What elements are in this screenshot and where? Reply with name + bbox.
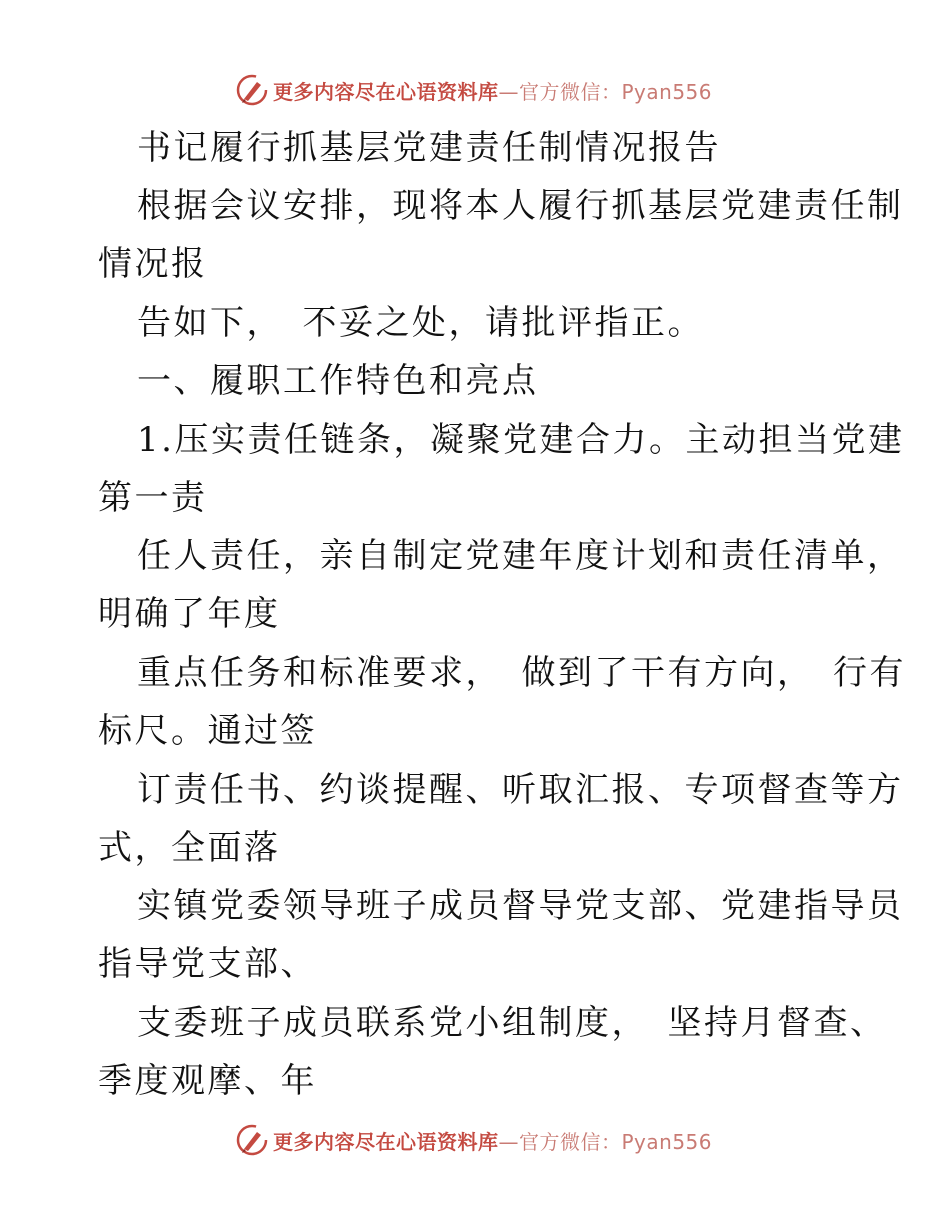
paragraph-line: 季度观摩、年 bbox=[98, 1061, 317, 1101]
quill-pen-logo-icon bbox=[235, 1123, 269, 1157]
paragraph-line: 支委班子成员联系党小组制度， 坚持月督查、 bbox=[137, 1003, 887, 1043]
paragraph-line: 重点任务和标准要求， 做到了干有方向， 行有 bbox=[137, 653, 906, 693]
paragraph-line: 告如下， 不妥之处，请批评指正。 bbox=[137, 303, 704, 343]
paragraph-line: 订责任书、约谈提醒、听取汇报、专项督查等方 bbox=[137, 770, 904, 810]
paragraph-line: 式，全面落 bbox=[98, 828, 281, 868]
section-heading: 一、履职工作特色和亮点 bbox=[137, 361, 539, 401]
paragraph-line: 标尺。通过签 bbox=[98, 711, 317, 751]
paragraph-line: 根据会议安排，现将本人履行抓基层党建责任制 bbox=[137, 186, 904, 226]
paragraph-line: 实镇党委领导班子成员督导党支部、党建指导员 bbox=[137, 886, 904, 926]
watermark-separator: — bbox=[498, 1129, 519, 1154]
quill-pen-logo-icon bbox=[235, 73, 269, 107]
paragraph-line: 明确了年度 bbox=[98, 594, 281, 634]
paragraph-line: 1.压实责任链条，凝聚党建合力。主动担当党建 bbox=[137, 420, 905, 460]
paragraph-line: 第一责 bbox=[98, 478, 208, 518]
watermark-brand: 更多内容尽在心语资料库 bbox=[273, 79, 499, 104]
watermark-separator: — bbox=[498, 79, 519, 104]
paragraph-line: 情况报 bbox=[98, 244, 208, 284]
document-title: 书记履行抓基层党建责任制情况报告 bbox=[137, 128, 721, 168]
watermark-footer bbox=[235, 1122, 712, 1158]
paragraph-line: 指导党支部、 bbox=[98, 944, 317, 984]
paragraph-line: 任人责任，亲自制定党建年度计划和责任清单， bbox=[137, 536, 904, 576]
watermark-suffix: 官方微信：Pyan556 bbox=[519, 1129, 713, 1154]
watermark-suffix: 官方微信：Pyan556 bbox=[519, 79, 713, 104]
watermark-header bbox=[235, 72, 712, 108]
watermark-brand: 更多内容尽在心语资料库 bbox=[273, 1129, 499, 1154]
